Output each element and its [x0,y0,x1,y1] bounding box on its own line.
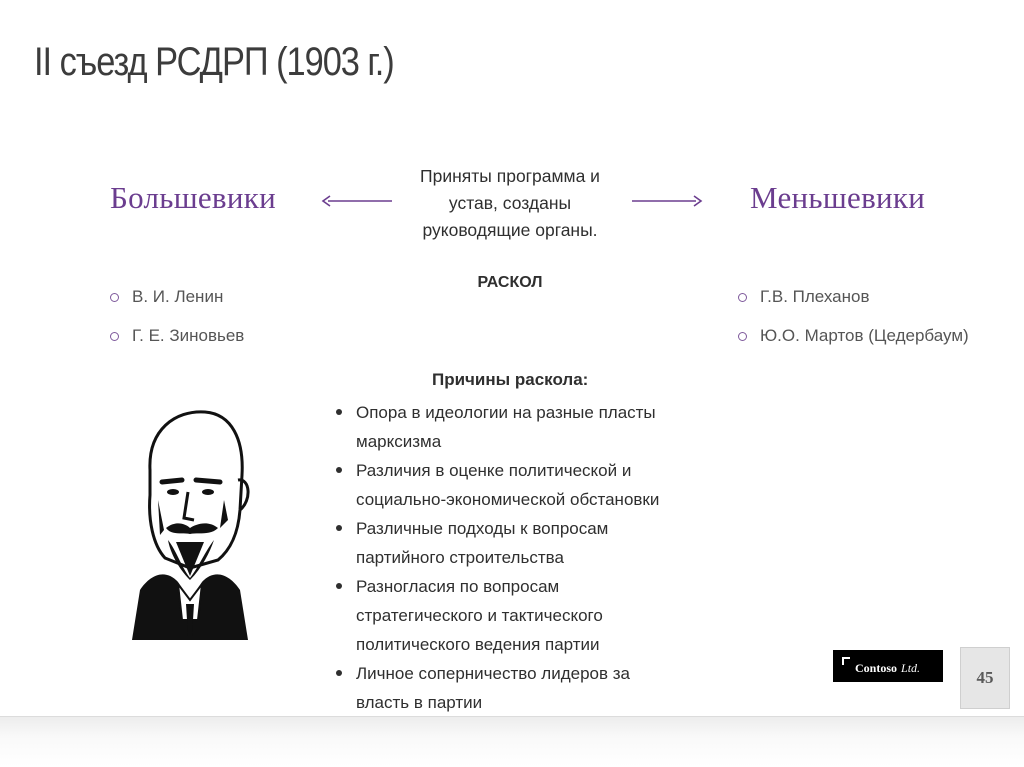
cause-line: стратегического и тактического [356,606,603,625]
member-item [110,286,244,325]
bolsheviks-members-list [110,286,244,364]
causes-list [336,398,706,717]
logo-text [855,661,920,676]
bullet-dot-icon [336,467,342,473]
cause-item [336,398,706,456]
cause-line: партийного строительства [356,548,564,567]
causes-title: Причины раскола: [432,370,589,389]
member-name: Г. Е. Зиновьев [132,326,245,345]
circle-bullet-icon [738,332,747,341]
member-name: Ю.О. Мартов (Цедербаум) [760,326,969,345]
cause-line: власть в партии [356,693,483,712]
bottom-divider [0,716,1024,717]
cause-line: Различные подходы к вопросам [356,519,609,538]
bullet-dot-icon [336,583,342,589]
lenin-portrait-icon [120,400,260,640]
mensheviks-heading: Меньшевики [750,180,926,215]
mensheviks-members-list [738,286,969,364]
bullet-dot-icon [336,525,342,531]
member-name: Г.В. Плеханов [760,287,870,306]
congress-results-note [395,163,625,244]
member-item [738,325,969,364]
arrow-left-icon [320,194,396,208]
member-item [110,325,244,364]
page-number: 45 [960,647,1010,709]
cause-line: Опора в идеологии на разные пласты [356,403,656,422]
bolsheviks-heading: Большевики [110,180,277,215]
cause-item [336,514,706,572]
cause-line: социально-экономической обстановки [356,490,660,509]
cause-item [336,659,706,717]
company-logo [833,650,943,682]
cause-line: Разногласия по вопросам [356,577,560,596]
logo-suffix: Ltd. [901,660,921,675]
arrow-right-icon [628,194,704,208]
logo-corner-icon [842,657,850,665]
member-name: В. И. Ленин [132,287,224,306]
bottom-shade [0,716,1024,767]
circle-bullet-icon [738,293,747,302]
note-line: Приняты программа и [420,166,600,186]
cause-item [336,456,706,514]
note-line: устав, созданы [448,193,572,213]
circle-bullet-icon [110,332,119,341]
cause-line: Личное соперничество лидеров за [356,664,630,683]
slide-title: II съезд РСДРП (1903 г.) [34,40,394,84]
cause-line: марксизма [356,432,442,451]
cause-line: политического ведения партии [356,635,600,654]
logo-brand: Contoso [855,660,898,675]
cause-line: Различия в оценке политической и [356,461,632,480]
note-line: руководящие органы. [422,220,598,240]
split-label: РАСКОЛ [477,274,543,291]
circle-bullet-icon [110,293,119,302]
cause-item [336,572,706,659]
member-item [738,286,969,325]
bullet-dot-icon [336,409,342,415]
bullet-dot-icon [336,670,342,676]
